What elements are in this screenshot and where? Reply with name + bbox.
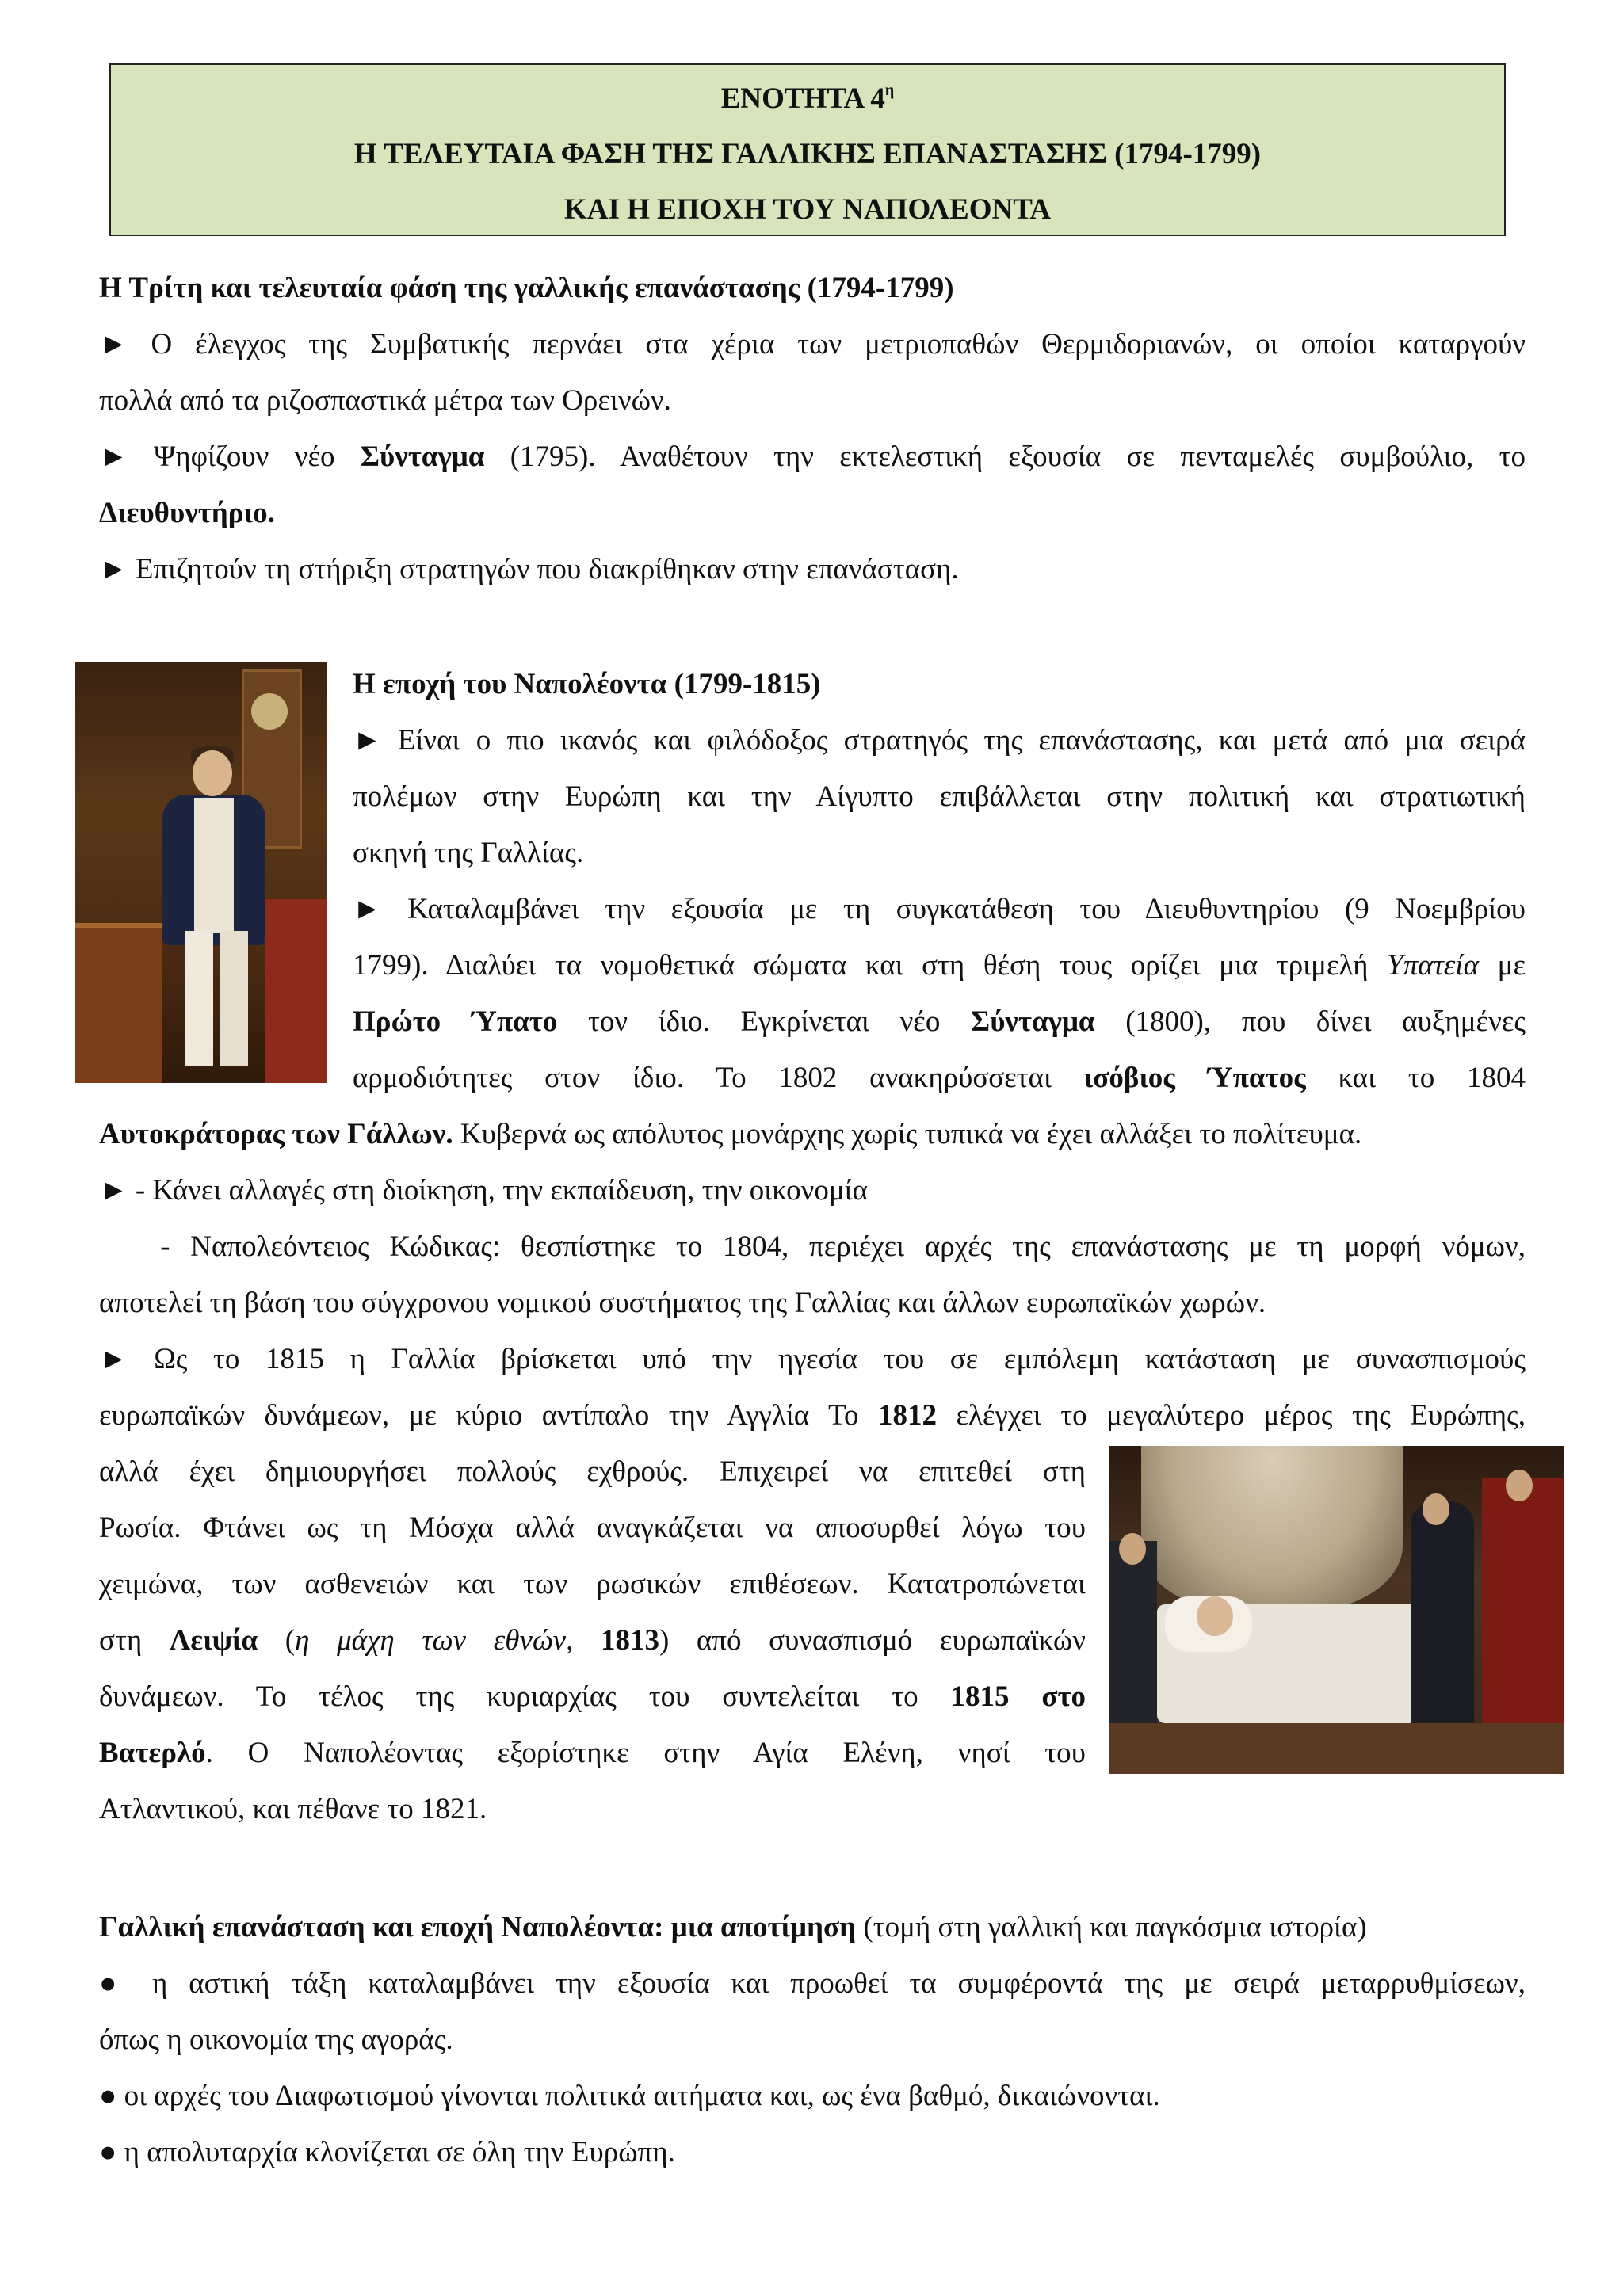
paragraph-line: σκηνή της Γαλλίας. — [353, 837, 584, 869]
paragraph-line: χειμώνα, των ασθενειών και των ρωσικών επιθέσεων. Κατατροπώνεται — [99, 1568, 1086, 1600]
paragraph-line: ► Καταλαμβάνει την εξουσία με τη συγκατάθεση του Διευθυντηρίου (9 Νοεμβρίου — [353, 893, 1526, 925]
bullet-line: όπως η οικονομία της αγοράς. — [99, 2023, 453, 2056]
paragraph-line: ► Ο έλεγχος της Συμβατικής περνάει στα χέρια των μετριοπαθών Θερμιδοριανών, οι οποίοι καταργούν — [99, 328, 1526, 360]
paragraph-line: ► - Κάνει αλλαγές στη διοίκηση, την εκπαίδευση, την οικονομία — [99, 1174, 869, 1207]
paragraph-line: ► Ψηφίζουν νέο Σύνταγμα (1795). Αναθέτουν την εκτελεστική εξουσία σε πενταμελές συμβούλιο, το — [99, 441, 1526, 473]
bullet-line: ● οι αρχές του Διαφωτισμού γίνονται πολιτικά αιτήματα και, ως ένα βαθμό, δικαιώνονται. — [99, 2080, 1160, 2112]
paragraph-line: στη Λειψία (η μάχη των εθνών, 1813) από συνασπισμό ευρωπαϊκών — [99, 1624, 1086, 1657]
death-of-napoleon-painting — [1109, 1446, 1564, 1774]
unit-title: Η ΤΕΛΕΥΤΑΙΑ ΦΑΣΗ ΤΗΣ ΓΑΛΛΙΚΗΣ ΕΠΑΝΑΣΤΑΣΗΣ (1794-1799) — [353, 137, 1262, 170]
section-heading-assessment: Γαλλική επανάσταση και εποχή Ναπολέοντα: μια αποτίμηση (τομή στη γαλλική και παγκόσμια ιστορία) — [99, 1911, 1367, 1943]
paragraph-line: ευρωπαϊκών δυνάμεων, με κύριο αντίπαλο την Αγγλία Το 1812 ελέγχει το μεγαλύτερο μέρος της Ευρώπης, — [99, 1399, 1526, 1432]
section-heading-third-phase: Η Τρίτη και τελευταία φάση της γαλλικής επανάστασης (1794-1799) — [99, 272, 954, 304]
paragraph-line: πολλά από τα ριζοσπαστικά μέτρα των Ορεινών. — [99, 384, 671, 417]
paragraph-line: Αυτοκράτορας των Γάλλων. Κυβερνά ως απόλυτος μονάρχης χωρίς τυπικά να έχει αλλάξει το πολίτευμα. — [99, 1118, 1362, 1150]
paragraph-line: ► Επιζητούν τη στήριξη στρατηγών που διακρίθηκαν στην επανάσταση. — [99, 553, 959, 585]
unit-title-box — [109, 63, 1506, 236]
paragraph-line: - Ναπολεόντειος Κώδικας: θεσπίστηκε το 1804, περιέχει αρχές της επανάστασης με τη μορφή νόμων, — [99, 1230, 1526, 1263]
paragraph-line: ► Ως το 1815 η Γαλλία βρίσκεται υπό την ηγεσία του σε εμπόλεμη κατάσταση με συνασπισμούς — [99, 1343, 1526, 1375]
section-heading-napoleon-era: Η εποχή του Ναπολέοντα (1799-1815) — [353, 668, 821, 700]
paragraph-line: αλλά έχει δημιουργήσει πολλούς εχθρούς. Επιχειρεί να επιτεθεί στη — [99, 1455, 1086, 1488]
paragraph-line: Ατλαντικού, και πέθανε το 1821. — [99, 1793, 487, 1825]
unit-subtitle: ΚΑΙ Η ΕΠΟΧΗ ΤΟΥ ΝΑΠΟΛΕΟΝΤΑ — [563, 193, 1052, 226]
bullet-line: ● η απολυταρχία κλονίζεται σε όλη την Ευρώπη. — [99, 2136, 675, 2168]
paragraph-line: Ρωσία. Φτάνει ως τη Μόσχα αλλά αναγκάζεται να αποσυρθεί λόγω του — [99, 1512, 1086, 1544]
paragraph-line: δυνάμεων. Το τέλος της κυριαρχίας του συντελείται το 1815 στο — [99, 1680, 1086, 1713]
paragraph-line: πολέμων στην Ευρώπη και την Αίγυπτο επιβάλλεται στην πολιτική και στρατιωτική — [353, 780, 1526, 813]
paragraph-line: Βατερλό. Ο Ναπολέοντας εξορίστηκε στην Αγία Ελένη, νησί του — [99, 1737, 1086, 1769]
paragraph-line: Διευθυντήριο. — [99, 497, 275, 529]
paragraph-line: ► Είναι ο πιο ικανός και φιλόδοξος στρατηγός της επανάστασης, και μετά από μια σειρά — [353, 724, 1526, 757]
paragraph-line: Πρώτο Ύπατο τον ίδιο. Εγκρίνεται νέο Σύνταγμα (1800), που δίνει αυξημένες — [353, 1005, 1526, 1038]
paragraph-line: αποτελεί τη βάση του σύγχρονου νομικού συστήματος της Γαλλίας και άλλων ευρωπαϊκών χωρών. — [99, 1287, 1266, 1319]
paragraph-line: 1799). Διαλύει τα νομοθετικά σώματα και στη θέση τους ορίζει μια τριμελή Υπατεία με — [353, 949, 1526, 982]
napoleon-portrait-painting — [75, 662, 327, 1083]
unit-number: ΕΝΟΤΗΤΑ $4^\eta$ — [720, 81, 895, 115]
paragraph-line: αρμοδιότητες στον ίδιο. Το 1802 ανακηρύσσεται ισόβιος Ύπατος και το 1804 — [353, 1062, 1526, 1094]
bullet-line: ● η αστική τάξη καταλαμβάνει την εξουσία και προωθεί τα συμφέροντά της με σειρά μεταρρυθμίσεων, — [99, 1967, 1526, 2000]
